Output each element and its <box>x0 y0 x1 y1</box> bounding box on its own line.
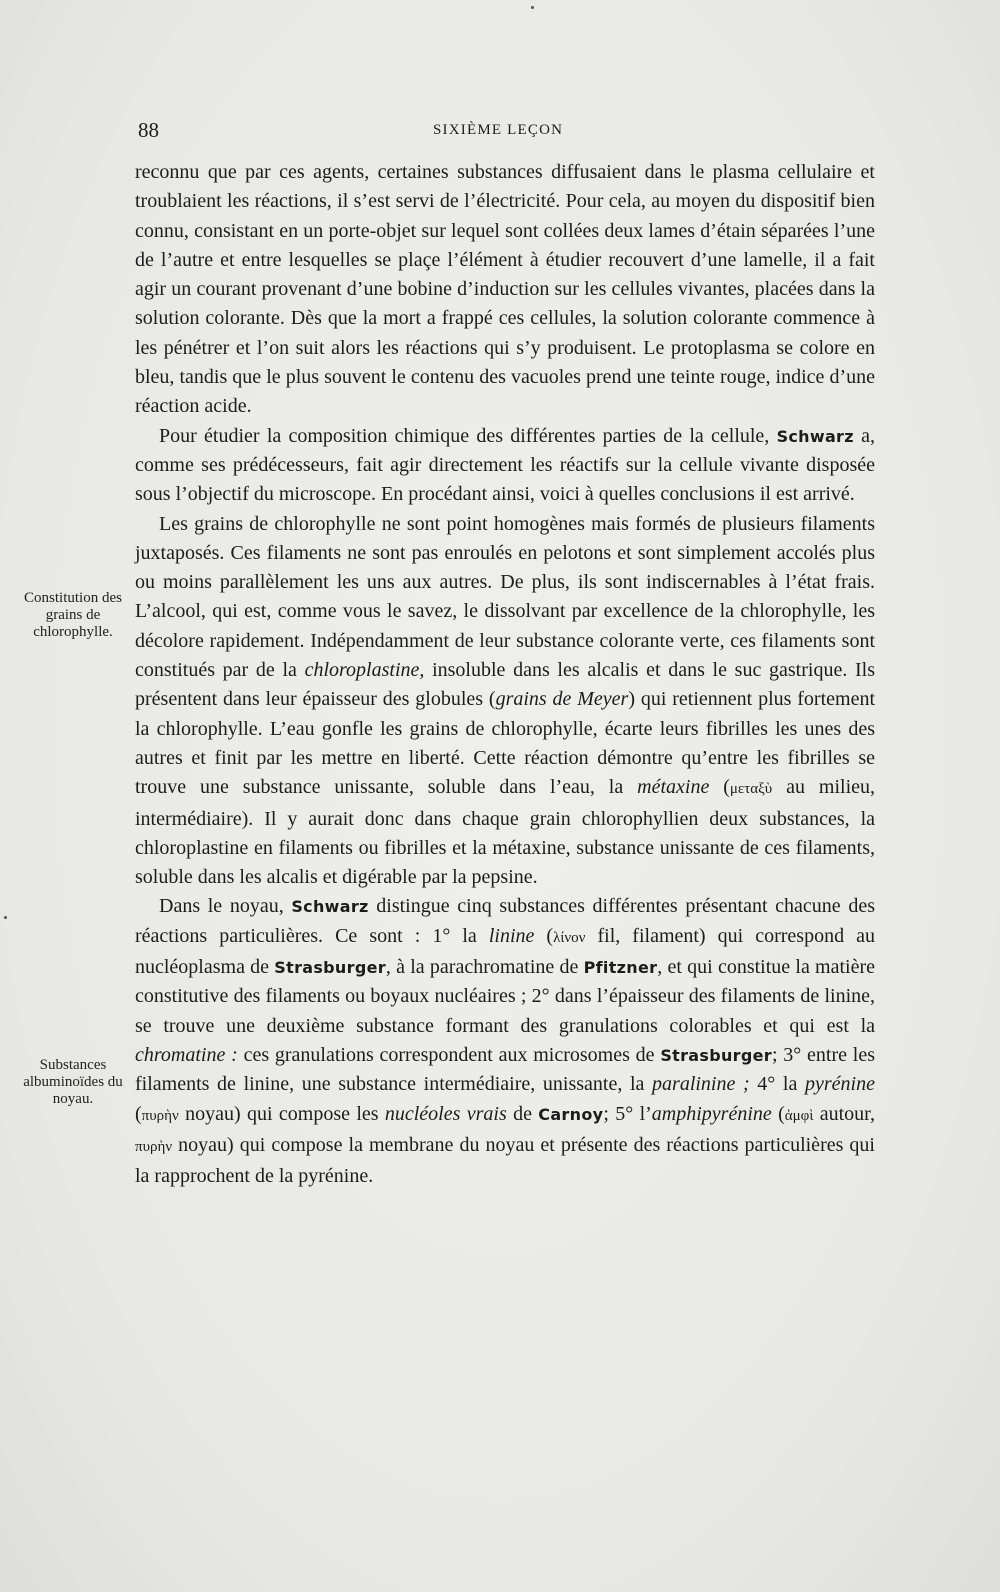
text-run: insoluble dans les alcalis et dans le suc gastrique. Ils présentent dans leur épaisseur des globules ( <box>135 659 875 711</box>
italic-term: amphipyrénine <box>651 1102 772 1125</box>
paragraph-4 <box>135 892 875 1191</box>
text-run: ; 5° l’ <box>603 1102 652 1125</box>
paragraph-2 <box>135 422 875 510</box>
page-header <box>138 118 878 144</box>
text-run: de <box>506 1102 539 1125</box>
text-run: 4° la <box>749 1073 805 1096</box>
text-run: ( <box>135 1102 142 1125</box>
greek-word: μεταξὺ <box>729 781 773 798</box>
text-run: autour, <box>813 1102 876 1125</box>
paragraph-3 <box>135 510 875 893</box>
margin-note-chlorophylle: Constitution des grains de chlorophylle. <box>24 590 122 640</box>
text-run: Pour étudier la composition chimique des différentes parties de la cellule, <box>159 424 777 447</box>
italic-term: chloroplastine, <box>304 659 425 682</box>
author-name: Pfitzner <box>583 958 658 978</box>
text-run: , à la parachromatine de <box>385 956 584 979</box>
scan-speck <box>531 6 534 9</box>
italic-term: chromatine : <box>135 1043 238 1066</box>
greek-word: ἀμφὶ <box>784 1107 814 1124</box>
text-run: noyau) qui compose la membrane du noyau et présente des réactions particulières qui la rapprochent de la pyrénine. <box>135 1133 875 1188</box>
scan-speck <box>4 916 7 919</box>
author-name: Schwarz <box>291 897 369 917</box>
author-name: Carnoy <box>538 1104 604 1124</box>
paragraph-1 <box>135 158 875 422</box>
author-name: Strasburger <box>274 958 386 978</box>
italic-term: grains de Meyer <box>495 688 629 711</box>
text-run: ; 3° entre les filaments de linine, une substance intermédiaire, unissante, la <box>135 1043 875 1096</box>
text-run: Les grains de chlorophylle ne sont point homogènes mais formés de plusieurs filaments juxtaposés. Ces filaments ne sont pas enroulés en pelotons et sont simplement accolés plus ou moins parallèlement les uns aux autres. De plus, ils sont indiscernables à l’état frais. L’alcool, qui est, comme vous le savez, le dissolvant par excellence de la chlorophylle, les décolore rapidement. Indépendamment de leur substance colorante verte, ces filaments sont constitués par de la <box>135 512 875 682</box>
italic-term: pyrénine <box>805 1073 875 1096</box>
text-run: ( <box>771 1102 785 1125</box>
text-run: ces granulations correspondent aux microsomes de <box>237 1043 661 1066</box>
italic-term: métaxine <box>637 776 710 799</box>
italic-term: paralinine ; <box>652 1073 750 1096</box>
text-run: distingue cinq substances différentes présentant chacune des réactions particulières. Ce sont : 1° la <box>135 895 875 947</box>
greek-word: πυρὴν <box>141 1107 179 1124</box>
italic-term: nucléoles vrais <box>384 1102 507 1125</box>
running-head: SIXIÈME LEÇON <box>433 122 564 138</box>
italic-term: linine <box>488 924 535 947</box>
text-run: ( <box>534 924 554 947</box>
text-run: fil, filament) qui correspond au nucléoplasma de <box>135 924 875 979</box>
text-run: a, comme ses prédécesseurs, fait agir directement les réactifs sur la cellule vivante disposée sous l’objectif du microscope. En procédant ainsi, voici à quelles conclusions il est arrivé. <box>135 424 875 506</box>
text-run: reconnu que par ces agents, certaines substances diffusaient dans le plasma cellulaire et troublaient les réactions, il s’est servi de l’électricité. Pour cela, au moyen du dispositif bien connu, consistant en un porte-objet sur lequel sont collées deux lames d’étain séparées l’une de l’autre et entre lesquelles se plaçe l’élément à étudier recouvert d’une lamelle, il a fait agir un courant provenant d’une bobine d’induction sur les cellules vivantes, placées dans la solution colorante. Dès que la mort a frappé ces cellules, la solution colorante commence à les pénétrer et l’on suit alors les réactions qui s’y produisent. Le protoplasma se colore en bleu, tandis que le plus souvent le contenu des vacuoles prend une teinte rouge, indice d’une réaction acide. <box>135 161 875 418</box>
author-name: Schwarz <box>776 426 854 446</box>
page-number: 88 <box>138 118 159 142</box>
greek-word: λίνον <box>553 929 586 946</box>
body-text <box>135 158 875 1191</box>
text-run: au milieu, intermédiaire). Il y aurait donc dans chaque grain chlorophyllien deux substances, la chloroplastine en filaments ou fibrilles et la métaxine, substance unissante de ces filaments, soluble dans les alcalis et digérable par la pepsine. <box>135 776 875 889</box>
text-run: noyau) qui compose les <box>178 1102 385 1125</box>
margin-note-noyau: Substances albuminoïdes du noyau. <box>23 1057 123 1107</box>
text-run: ) qui retiennent plus fortement la chlorophylle. L’eau gonfle les grains de chlorophylle, écarte leurs fibrilles les unes des autres et finit par les mettre en liberté. Cette réaction démontre qu’entre les fibrilles se trouve une substance unissante, soluble dans l’eau, la <box>135 688 876 799</box>
author-name: Strasburger <box>660 1045 772 1065</box>
text-run: Dans le noyau, <box>159 895 292 918</box>
text-run: , et qui constitue la matière constitutive des filaments ou boyaux nucléaires ; 2° dans l’épaisseur des filaments de linine, se trouve une deuxième substance formant des granulations colorables et qui est la <box>135 956 876 1037</box>
text-run: ( <box>709 776 730 799</box>
greek-word: πυρὴν <box>135 1138 173 1155</box>
